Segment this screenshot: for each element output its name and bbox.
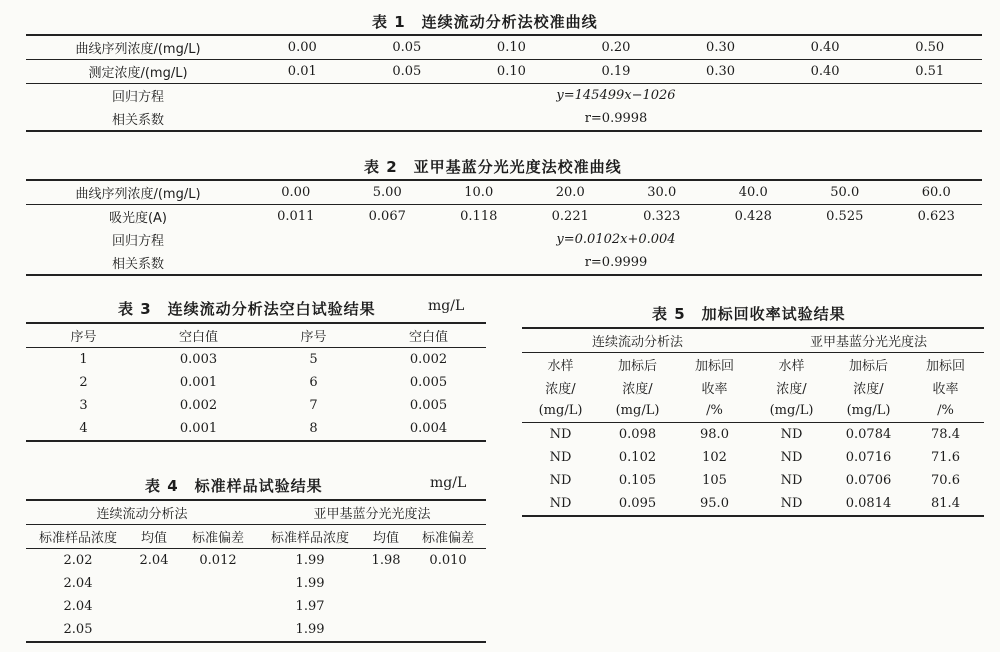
table1 — [26, 34, 982, 132]
table-cell: 2.04 — [63, 576, 93, 591]
table-cell: 40.0 — [738, 185, 768, 200]
table-header-row — [26, 323, 486, 348]
table-cell: 0.012 — [199, 553, 237, 568]
table-cell: ND — [780, 450, 803, 465]
table-cell: 0.0706 — [845, 473, 892, 488]
column-header: 标准偏差 — [422, 531, 475, 546]
table-cell: 8 — [309, 421, 318, 436]
table-cell: 0.30 — [706, 40, 735, 55]
table-cell: 0.005 — [409, 398, 448, 413]
table-cell: 0.05 — [392, 64, 422, 79]
table-cell: 1 — [79, 352, 88, 367]
table-group-row — [522, 328, 984, 353]
table-cell: 0.098 — [618, 427, 657, 442]
table-row — [26, 417, 486, 441]
column-header: 浓度/ — [776, 382, 807, 397]
table-row — [26, 618, 486, 642]
table3-unit: mg/L — [428, 298, 465, 314]
column-header: 加标后 — [848, 359, 888, 374]
column-header: 加标回 — [694, 359, 734, 374]
table-row — [26, 35, 982, 60]
table-cell: 1.99 — [295, 576, 325, 591]
table-cell: 0.525 — [826, 209, 864, 224]
table-row — [26, 205, 982, 229]
table-cell: 3 — [79, 398, 88, 413]
table2-caption: 表 2 亚甲基蓝分光光度法校准曲线 — [364, 158, 622, 176]
table-cell: 0.005 — [409, 375, 448, 390]
column-header: (mg/L) — [846, 403, 891, 418]
column-header: 序号 — [70, 330, 97, 345]
column-header: 空白值 — [178, 330, 218, 345]
table-cell: ND — [780, 473, 803, 488]
table-cell: 0.00 — [281, 185, 311, 200]
row-label: 曲线序列浓度/(mg/L) — [75, 187, 201, 202]
table-cell: 50.0 — [830, 185, 860, 200]
table-cell: ND — [549, 496, 572, 511]
table-header-row — [522, 376, 984, 399]
group-header: 亚甲基蓝分光光度法 — [258, 500, 486, 525]
table4-unit: mg/L — [430, 475, 467, 491]
column-header: 标准偏差 — [192, 531, 245, 546]
column-header: (mg/L) — [538, 403, 583, 418]
group-header: 亚甲基蓝分光光度法 — [753, 328, 984, 353]
table4-caption: 表 4 标准样品试验结果 — [145, 477, 323, 495]
table-cell: ND — [780, 427, 803, 442]
table-cell: 0.323 — [643, 209, 681, 224]
column-header: 浓度/ — [853, 382, 884, 397]
table3 — [26, 322, 486, 442]
column-header: 加标后 — [617, 359, 657, 374]
table-cell — [130, 572, 178, 595]
table-cell: 0.003 — [179, 352, 218, 367]
column-header: 水样 — [778, 359, 805, 374]
table-group-row — [26, 500, 486, 525]
table5-caption: 表 5 加标回收率试验结果 — [652, 305, 846, 323]
table-cell: 0.102 — [618, 450, 657, 465]
table-cell — [362, 618, 410, 642]
table2 — [26, 179, 982, 276]
column-header: 空白值 — [408, 330, 448, 345]
table-cell — [410, 618, 486, 642]
table-cell: 0.221 — [551, 209, 589, 224]
table-cell: ND — [549, 427, 572, 442]
regression-equation: y=145499x−1026 — [556, 88, 676, 103]
table-cell — [362, 572, 410, 595]
table-cell: 81.4 — [931, 496, 960, 511]
table-cell: 0.00 — [287, 40, 317, 55]
table-row — [26, 251, 982, 275]
table-cell: 2 — [79, 375, 88, 390]
column-header: 浓度/ — [622, 382, 653, 397]
table-cell: 1.99 — [295, 622, 325, 637]
table-cell — [178, 595, 258, 618]
column-header: 标准样品浓度 — [271, 531, 350, 546]
column-header: 收率 — [932, 382, 959, 397]
table-cell: 0.50 — [915, 40, 945, 55]
group-header: 连续流动分析法 — [522, 328, 753, 353]
column-header: (mg/L) — [769, 403, 814, 418]
table-cell: 105 — [702, 473, 727, 488]
column-header: 浓度/ — [545, 382, 576, 397]
table-cell: 78.4 — [931, 427, 960, 442]
column-header: 标准样品浓度 — [38, 531, 117, 546]
table-cell: 2.04 — [63, 599, 93, 614]
table-cell: 0.118 — [460, 209, 498, 224]
table-cell: 1.98 — [371, 553, 401, 568]
table-cell — [410, 572, 486, 595]
table-cell: 0.40 — [810, 40, 840, 55]
table-cell — [362, 595, 410, 618]
table-row — [26, 595, 486, 618]
table-row — [26, 572, 486, 595]
table4 — [26, 499, 486, 643]
group-header: 连续流动分析法 — [26, 500, 258, 525]
table-cell: 2.02 — [63, 553, 93, 568]
table-cell: 70.6 — [931, 473, 960, 488]
table-cell: 4 — [79, 421, 88, 436]
row-label: 回归方程 — [111, 234, 164, 249]
table-row — [26, 348, 486, 372]
table-cell: 0.067 — [368, 209, 406, 224]
table-header-row — [522, 353, 984, 377]
table-cell: 0.10 — [496, 64, 526, 79]
table-cell: 0.002 — [179, 398, 218, 413]
table-cell: 0.095 — [618, 496, 657, 511]
table-cell: 0.05 — [392, 40, 422, 55]
row-label: 回归方程 — [111, 90, 164, 105]
table-cell: 0.002 — [409, 352, 448, 367]
correlation-coefficient: r=0.9999 — [584, 255, 648, 270]
table-cell: 0.011 — [277, 209, 315, 224]
table-cell: 0.20 — [601, 40, 631, 55]
table-cell: 30.0 — [647, 185, 677, 200]
table-cell: 2.04 — [139, 553, 169, 568]
table3-caption: 表 3 连续流动分析法空白试验结果 — [118, 300, 376, 318]
column-header: (mg/L) — [615, 403, 660, 418]
table-cell: 7 — [309, 398, 318, 413]
table-row — [26, 60, 982, 84]
table-cell: 1.97 — [295, 599, 325, 614]
table-row — [522, 469, 984, 492]
table-row — [26, 84, 982, 108]
table-cell: 0.623 — [917, 209, 955, 224]
table-row — [26, 107, 982, 131]
table-cell: ND — [549, 450, 572, 465]
table-cell: 95.0 — [700, 496, 729, 511]
row-label: 曲线序列浓度/(mg/L) — [75, 42, 201, 57]
correlation-coefficient: r=0.9998 — [584, 111, 648, 126]
table-cell: 5 — [309, 352, 318, 367]
regression-equation: y=0.0102x+0.004 — [556, 232, 676, 247]
table-row — [522, 446, 984, 469]
column-header: 均值 — [140, 531, 167, 546]
table-cell: 0.51 — [915, 64, 945, 79]
table-cell: ND — [780, 496, 803, 511]
table-cell: 0.105 — [618, 473, 657, 488]
table-cell — [130, 595, 178, 618]
column-header: /% — [937, 403, 954, 418]
table-cell: 0.010 — [429, 553, 467, 568]
row-label: 相关系数 — [111, 257, 164, 272]
table-cell: 2.05 — [63, 622, 93, 637]
table5 — [522, 327, 984, 517]
table-row — [26, 180, 982, 205]
table-cell — [178, 618, 258, 642]
table-row — [522, 423, 984, 447]
column-header: 序号 — [300, 330, 327, 345]
table-cell: 0.0784 — [845, 427, 892, 442]
table1-caption: 表 1 连续流动分析法校准曲线 — [372, 13, 598, 31]
row-label: 测定浓度/(mg/L) — [88, 66, 188, 81]
row-label: 吸光度(A) — [108, 211, 168, 226]
table-cell — [178, 572, 258, 595]
table-cell: 0.0716 — [845, 450, 892, 465]
table-cell: 0.40 — [810, 64, 840, 79]
table-row — [26, 394, 486, 417]
column-header: 水样 — [547, 359, 574, 374]
table-cell: 5.00 — [372, 185, 402, 200]
table-cell — [130, 618, 178, 642]
table-cell: 20.0 — [555, 185, 585, 200]
table-row — [26, 228, 982, 251]
table-cell: 98.0 — [700, 427, 729, 442]
table-cell: 0.001 — [179, 421, 218, 436]
table-cell: 0.004 — [409, 421, 448, 436]
table-cell: 0.001 — [179, 375, 218, 390]
table-cell: ND — [549, 473, 572, 488]
table-row — [26, 371, 486, 394]
table-cell: 10.0 — [464, 185, 494, 200]
column-header: /% — [706, 403, 723, 418]
table-header-row — [26, 525, 486, 549]
table-header-row — [522, 399, 984, 423]
table-cell: 1.99 — [295, 553, 325, 568]
row-label: 相关系数 — [111, 113, 164, 128]
table-cell — [410, 595, 486, 618]
table-cell: 6 — [309, 375, 318, 390]
table-cell: 0.19 — [601, 64, 631, 79]
table-cell: 0.0814 — [845, 496, 892, 511]
table-row — [522, 492, 984, 516]
column-header: 收率 — [701, 382, 728, 397]
table-cell: 0.01 — [287, 64, 317, 79]
table-cell: 0.428 — [734, 209, 772, 224]
table-cell: 60.0 — [921, 185, 951, 200]
table-cell: 71.6 — [931, 450, 960, 465]
column-header: 均值 — [373, 531, 400, 546]
table-row — [26, 549, 486, 573]
table-cell: 102 — [702, 450, 727, 465]
table-cell: 0.10 — [496, 40, 526, 55]
table-cell: 0.30 — [706, 64, 735, 79]
column-header: 加标回 — [925, 359, 965, 374]
